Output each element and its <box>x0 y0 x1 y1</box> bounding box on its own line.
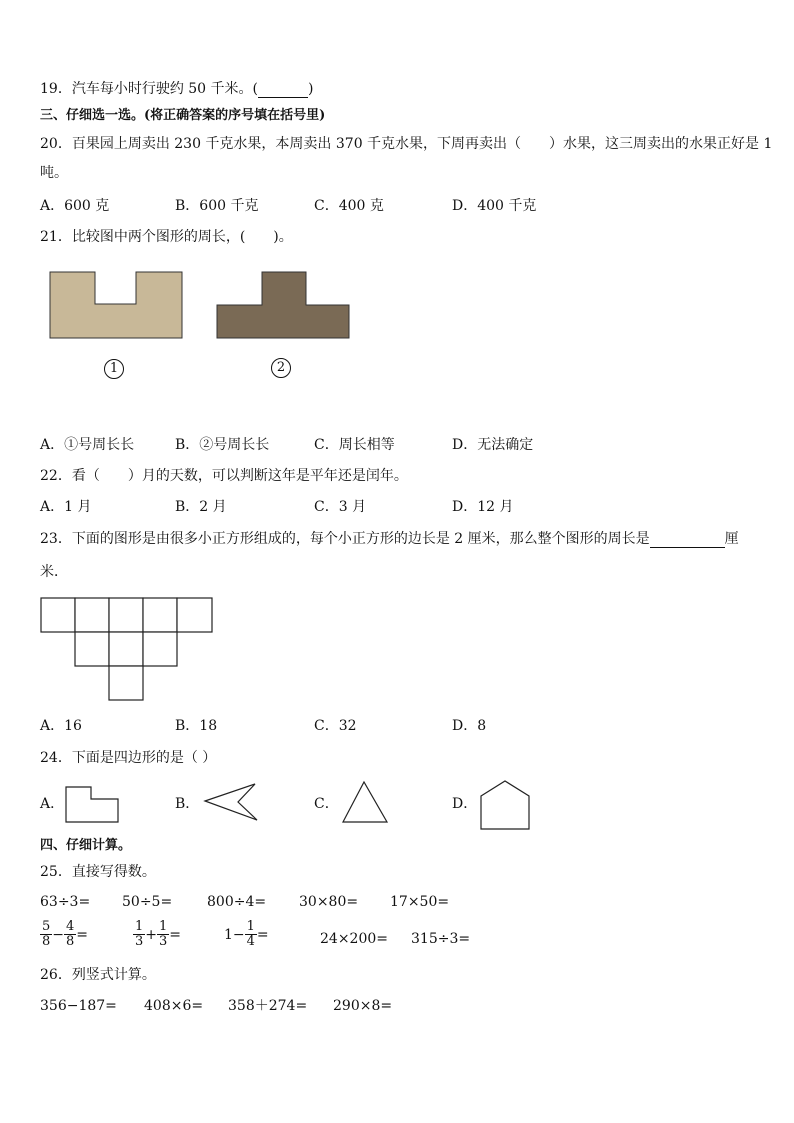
shape-a-hexagon <box>66 787 118 822</box>
section-4-title: 四、仔细计算。 <box>40 838 132 853</box>
calc-item: 800÷4= <box>207 894 267 910</box>
q20-option-d[interactable]: D．400 千克 <box>452 198 537 214</box>
shape-c-triangle <box>343 782 387 822</box>
fraction: $\frac{1}{4}$ <box>246 919 255 949</box>
calc-item: 30×80= <box>299 894 359 910</box>
calc-item: 17×50= <box>390 894 450 910</box>
calc-item: 50÷5= <box>122 894 173 910</box>
q23-text: 23．下面的图形是由很多小正方形组成的，每个小正方形的边长是 2 厘米，那么整个图形的周长是 <box>40 531 650 547</box>
q20-option-b[interactable]: B．600 千克 <box>175 198 259 214</box>
q23-option-c[interactable]: C．32 <box>314 718 357 734</box>
equals: = <box>169 926 182 943</box>
fraction: $\frac{4}{8}$ <box>66 919 75 949</box>
q20-option-c[interactable]: C．400 克 <box>314 198 384 214</box>
q19-close: ) <box>308 81 314 97</box>
equals: = <box>76 926 89 943</box>
q24-option-c[interactable]: C． <box>314 796 339 812</box>
q26-text: 26．列竖式计算。 <box>40 967 156 983</box>
section-3-title: 三、仔细选一选。(将正确答案的序号填在括号里) <box>40 108 326 123</box>
q22-text: 22．看（ ）月的天数，可以判断这年是平年还是闰年。 <box>40 468 408 484</box>
q19-text: 19．汽车每小时行驶约 50 千米。( <box>40 81 258 97</box>
q25-text: 25．直接写得数。 <box>40 864 156 880</box>
vertical-calc-item: 358＋274= <box>228 998 308 1014</box>
q24-option-b[interactable]: B． <box>175 796 200 812</box>
q23-option-d[interactable]: D．8 <box>452 718 487 734</box>
q24-option-a[interactable]: A． <box>40 796 65 812</box>
q20-line2: 吨。 <box>40 165 68 181</box>
operator: − <box>52 926 65 943</box>
q23-unit: 厘 <box>724 531 739 547</box>
q22-option-c[interactable]: C．3 月 <box>314 499 367 515</box>
q21-text: 21．比较图中两个图形的周长，( )。 <box>40 229 293 245</box>
q22-option-d[interactable]: D．12 月 <box>452 499 514 515</box>
shape-b-quadrilateral <box>205 784 257 820</box>
q20-option-a[interactable]: A．600 克 <box>40 198 110 214</box>
calc-item: 315÷3= <box>411 931 471 947</box>
calc-item: 24×200= <box>320 931 388 947</box>
fraction: $\frac{5}{8}$ <box>42 919 51 949</box>
operand: 1− <box>224 926 245 943</box>
fraction-item-1 <box>40 920 88 949</box>
q24-option-d[interactable]: D． <box>452 796 478 812</box>
calc-item: 63÷3= <box>40 894 91 910</box>
q22-option-b[interactable]: B．2 月 <box>175 499 227 515</box>
q21-option-d[interactable]: D．无法确定 <box>452 437 534 453</box>
q20-line1: 20．百果园上周卖出 230 千克水果，本周卖出 370 千克水果，下周再卖出（ ）水果，这三周卖出的水果正好是 1 <box>40 136 773 152</box>
operator: + <box>145 926 158 943</box>
q21-option-a[interactable]: A．①号周长长 <box>40 437 135 453</box>
fraction: $\frac{1}{3}$ <box>135 919 144 949</box>
vertical-calc-item: 356−187= <box>40 998 117 1014</box>
q23-option-b[interactable]: B．18 <box>175 718 218 734</box>
vertical-calc-item: 290×8= <box>333 998 393 1014</box>
fraction-item-2 <box>133 920 181 949</box>
shape-d-pentagon <box>481 781 529 829</box>
q23-option-a[interactable]: A．16 <box>40 718 82 734</box>
vertical-calc-item: 408×6= <box>144 998 204 1014</box>
q21-option-b[interactable]: B．②号周长长 <box>175 437 270 453</box>
fraction-item-3 <box>224 920 269 949</box>
shape-1-label: 1 <box>104 359 124 379</box>
q24-text: 24．下面是四边形的是（ ） <box>40 750 217 766</box>
q23-line2: 米． <box>40 564 68 580</box>
q22-option-a[interactable]: A．1 月 <box>40 499 92 515</box>
equals: = <box>256 926 269 943</box>
shape-2-label: 2 <box>271 358 291 378</box>
q21-option-c[interactable]: C．周长相等 <box>314 437 395 453</box>
fraction: $\frac{1}{3}$ <box>159 919 168 949</box>
